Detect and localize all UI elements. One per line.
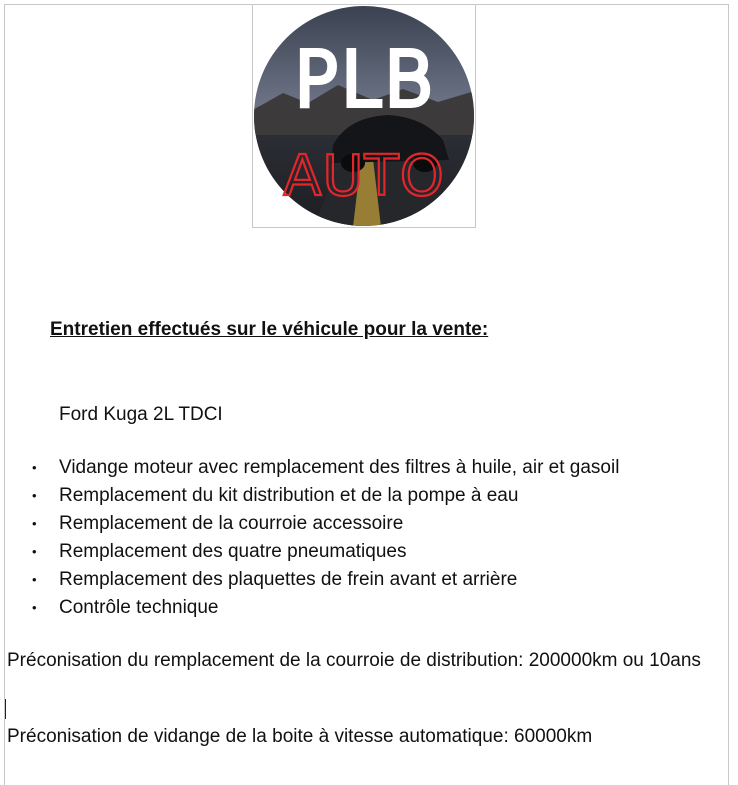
timing-belt-recommendation: Préconisation du remplacement de la courroie de distribution: 200000km ou 10ans bbox=[7, 650, 701, 671]
bullet-icon: • bbox=[32, 516, 37, 531]
logo-text-plb: PLB bbox=[293, 37, 435, 123]
task-text: Remplacement des quatre pneumatiques bbox=[59, 541, 407, 562]
plb-auto-logo-image bbox=[253, 5, 475, 227]
task-text: Remplacement de la courroie accessoire bbox=[59, 513, 404, 534]
bullet-icon: • bbox=[32, 544, 37, 559]
task-text: Remplacement du kit distribution et de la pompe à eau bbox=[59, 485, 519, 506]
bullet-icon: • bbox=[32, 600, 37, 615]
task-text: Vidange moteur avec remplacement des filtres à huile, air et gasoil bbox=[59, 457, 620, 478]
vehicle-model: Ford Kuga 2L TDCI bbox=[59, 404, 223, 425]
bullet-icon: • bbox=[32, 488, 37, 503]
text-cursor bbox=[5, 699, 6, 719]
company-logo bbox=[252, 4, 476, 228]
gearbox-oil-recommendation: Préconisation de vidange de la boite à vitesse automatique: 60000km bbox=[7, 726, 593, 747]
bullet-icon: • bbox=[32, 460, 37, 475]
logo-text-auto: AUTO bbox=[283, 144, 445, 209]
task-text: Contrôle technique bbox=[59, 597, 219, 618]
bullet-icon: • bbox=[32, 572, 37, 587]
document-heading: Entretien effectués sur le véhicule pour la vente: bbox=[50, 319, 489, 340]
task-text: Remplacement des plaquettes de frein avant et arrière bbox=[59, 569, 518, 590]
